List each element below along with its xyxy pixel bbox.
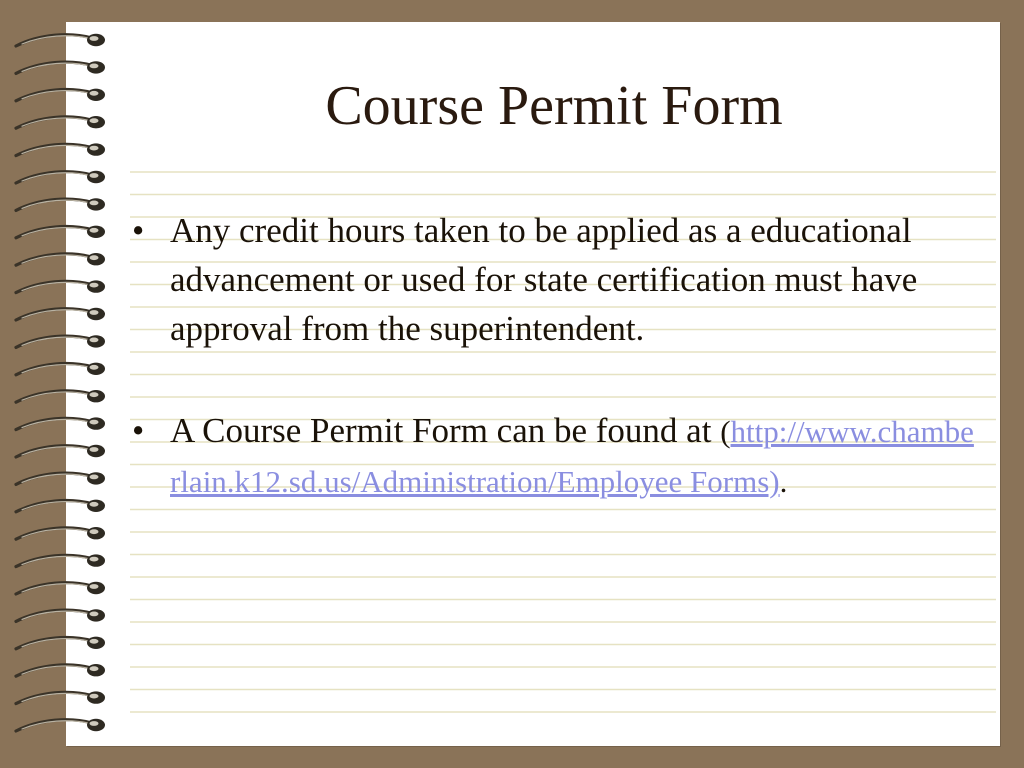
coil-icon — [16, 198, 105, 210]
coil-icon — [16, 363, 105, 375]
bullet-marker: • — [132, 211, 145, 250]
coil-icon — [16, 445, 105, 457]
coil-icon — [16, 34, 105, 46]
coil-icon — [16, 61, 105, 73]
link-open-paren: ( — [720, 414, 731, 449]
coil-icon — [16, 143, 105, 155]
bullet-item — [130, 206, 976, 353]
coil-icon — [16, 664, 105, 676]
link-period: . — [779, 464, 788, 499]
coil-icon — [16, 171, 105, 183]
coil-icon — [16, 308, 105, 320]
coil-icon — [16, 116, 105, 128]
slide-content — [130, 206, 976, 506]
coil-icon — [16, 637, 105, 649]
bullet-marker: • — [132, 411, 145, 450]
coil-icon — [16, 280, 105, 292]
coil-icon — [16, 89, 105, 101]
bullet-text: Any credit hours taken to be applied as a educational advancement or used for state certification must have approval from the superintendent. — [170, 211, 918, 348]
coil-icon — [16, 253, 105, 265]
coil-icon — [16, 582, 105, 594]
coil-icon — [16, 226, 105, 238]
spiral-binding-icon — [0, 0, 120, 768]
bullet-text: A Course Permit Form can be found at — [170, 411, 712, 450]
coil-icon — [16, 691, 105, 703]
coil-icon — [16, 609, 105, 621]
bullet-item — [130, 406, 976, 506]
slide-title: Course Permit Form — [325, 75, 783, 137]
coil-icon — [16, 417, 105, 429]
coil-icon — [16, 527, 105, 539]
coil-icon — [16, 500, 105, 512]
coil-icon — [16, 390, 105, 402]
coil-icon — [16, 472, 105, 484]
coil-icon — [16, 554, 105, 566]
coil-icon — [16, 335, 105, 347]
coil-icon — [16, 719, 105, 731]
employee-forms-link[interactable]: http://www.chamberlain.k12.sd.us/Administration/Employee Forms) — [170, 414, 974, 499]
